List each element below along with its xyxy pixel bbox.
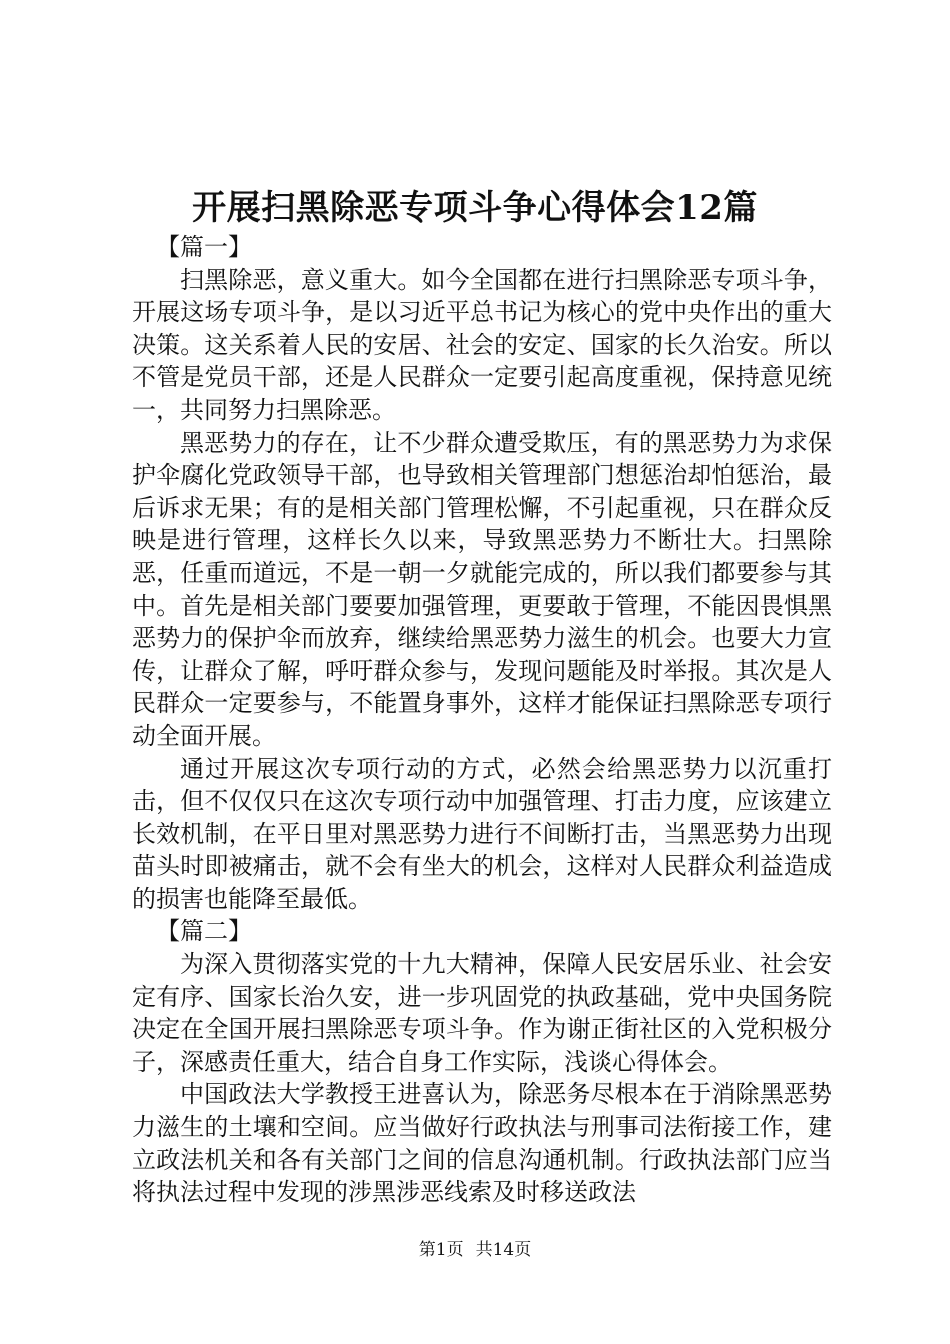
page-footer bbox=[0, 1237, 950, 1263]
paragraph: 中国政法大学教授王进喜认为，除恶务尽根本在于消除黑恶势力滋生的土壤和空间。应当做好行政执法与刑事司法衔接工作，建立政法机关和各有关部门之间的信息沟通机制。行政执法部门应当将执法过程中发现的涉黑涉恶线索及时移送政法 bbox=[132, 1080, 832, 1207]
paragraph: 通过开展这次专项行动的方式，必然会给黑恶势力以沉重打击，但不仅仅只在这次专项行动中加强管理、打击力度，应该建立长效机制，在平日里对黑恶势力进行不间断打击，当黑恶势力出现苗头时即被痛击，就不会有坐大的机会，这样对人民群众利益造成的损害也能降至最低。 bbox=[132, 754, 832, 913]
section-heading: 【篇二】 bbox=[156, 917, 252, 946]
paragraph: 黑恶势力的存在，让不少群众遭受欺压，有的黑恶势力为求保护伞腐化党政领导干部，也导致相关管理部门想惩治却怕惩治，最后诉求无果；有的是相关部门管理松懈，不引起重视，只在群众反映是进行管理，这样长久以来，导致黑恶势力不断壮大。扫黑除恶，任重而道远，不是一朝一夕就能完成的，所以我们都要参与其中。首先是相关部门要要加强管理，更要敢于管理，不能因畏惧黑恶势力的保护伞而放弃，继续给黑恶势力滋生的机会。也要大力宣传，让群众了解，呼吁群众参与，发现问题能及时举报。其次是人民群众一定要参与，不能置身事外，这样才能保证扫黑除恶专项行动全面开展。 bbox=[132, 428, 832, 750]
document-body bbox=[132, 231, 832, 1209]
document-title: 开展扫黑除恶专项斗争心得体会12篇 bbox=[192, 188, 758, 228]
page-number: 第1页 bbox=[418, 1240, 464, 1260]
section-heading: 【篇一】 bbox=[156, 233, 252, 261]
page-total: 共14页 bbox=[475, 1240, 532, 1260]
paragraph: 为深入贯彻落实党的十九大精神，保障人民安居乐业、社会安定有序、国家长治久安，进一步巩固党的执政基础，党中央国务院决定在全国开展扫黑除恶专项斗争。作为谢正街社区的入党积极分子，深感责任重大，结合自身工作实际，浅谈心得体会。 bbox=[132, 950, 832, 1076]
paragraph: 扫黑除恶，意义重大。如今全国都在进行扫黑除恶专项斗争，开展这场专项斗争，是以习近平总书记为核心的党中央作出的重大决策。这关系着人民的安居、社会的安定、国家的长久治安。所以不管是党员干部，还是人民群众一定要引起高度重视，保持意见统一，共同努力扫黑除恶。 bbox=[132, 265, 832, 424]
